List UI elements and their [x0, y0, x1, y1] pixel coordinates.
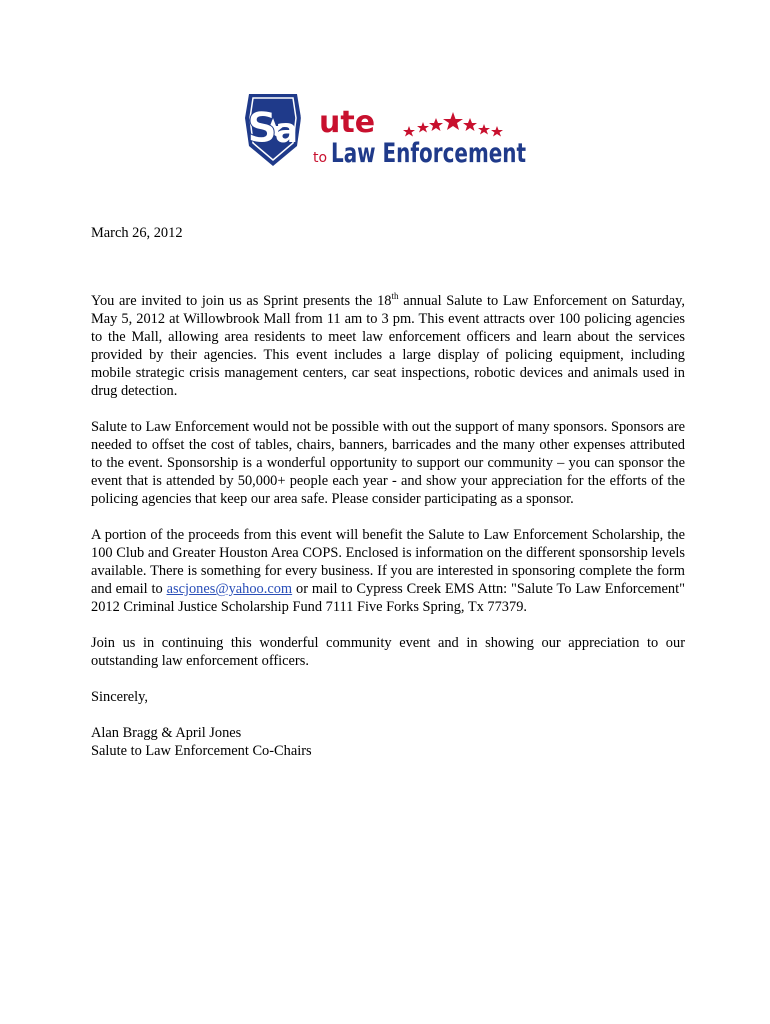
date-text: March 26, 2012 — [91, 225, 183, 241]
paragraph-proceeds: A portion of the proceeds from this event will benefit the Salute to Law Enforcement Scholarship, the 100 Club and Greater Houston Area COPS. Enclosed is information on the different sponsorship levels available. There is something for every business. If you are interested in sponsoring complete the form and email to ascjones@yahoo.com or mail to Cypress Creek EMS Attn: "Salute To Law Enforcement" 2012 Criminal Justice Scholarship Fund 7111 Five Forks Spring, Tx 77379. — [91, 527, 685, 615]
paragraph-join-us: Join us in continuing this wonderful community event and in showing our appreciation to our outstanding law enforcement officers. — [91, 635, 685, 669]
email-link[interactable]: ascjones@yahoo.com — [166, 581, 293, 597]
logo-text-law-enforcement: Law Enforcement — [331, 138, 527, 169]
closing-salutation: Sincerely, — [91, 689, 149, 705]
signer-title: Salute to Law Enforcement Co-Chairs — [91, 743, 312, 759]
salute-to-law-enforcement-logo — [243, 88, 533, 172]
logo-text-al: al — [275, 111, 310, 151]
letter-date — [91, 224, 685, 242]
logo-text-s: S — [247, 103, 278, 152]
logo-text-to: to — [313, 150, 328, 166]
logo-text-ute: ute — [319, 105, 376, 140]
signature-block — [91, 724, 685, 760]
logo-graphic — [243, 88, 533, 172]
stars-row-icon — [403, 112, 503, 137]
paragraph-invitation: You are invited to join us as Sprint presents the 18th annual Salute to Law Enforcement on Saturday, May 5, 2012 at Willowbrook Mall from 11 am to 3 pm. This event attracts over 100 policing agencies to the Mall, allowing area residents to meet law enforcement officers and learn about the services provided by their agencies. This event includes a large display of policing equipment, including mobile strategic crisis management centers, car seat inspections, robotic devices and animals used in drug detection. — [91, 291, 686, 399]
paragraph-sponsors: Salute to Law Enforcement would not be possible with out the support of many sponsors. Sponsors are needed to offset the cost of tables, chairs, banners, barricades and the many other expenses attributed to the event. Sponsorship is a wonderful opportunity to support our community – you can sponsor the event that is attended by 50,000+ people each year - and show your appreciation for the efforts of the policing agencies that keep our area safe. Please consider participating as a sponsor. — [91, 419, 685, 507]
letter-body — [91, 292, 685, 760]
closing-block — [91, 688, 685, 760]
ordinal-suffix: th — [391, 291, 399, 302]
signer-names: Alan Bragg & April Jones — [91, 725, 242, 741]
